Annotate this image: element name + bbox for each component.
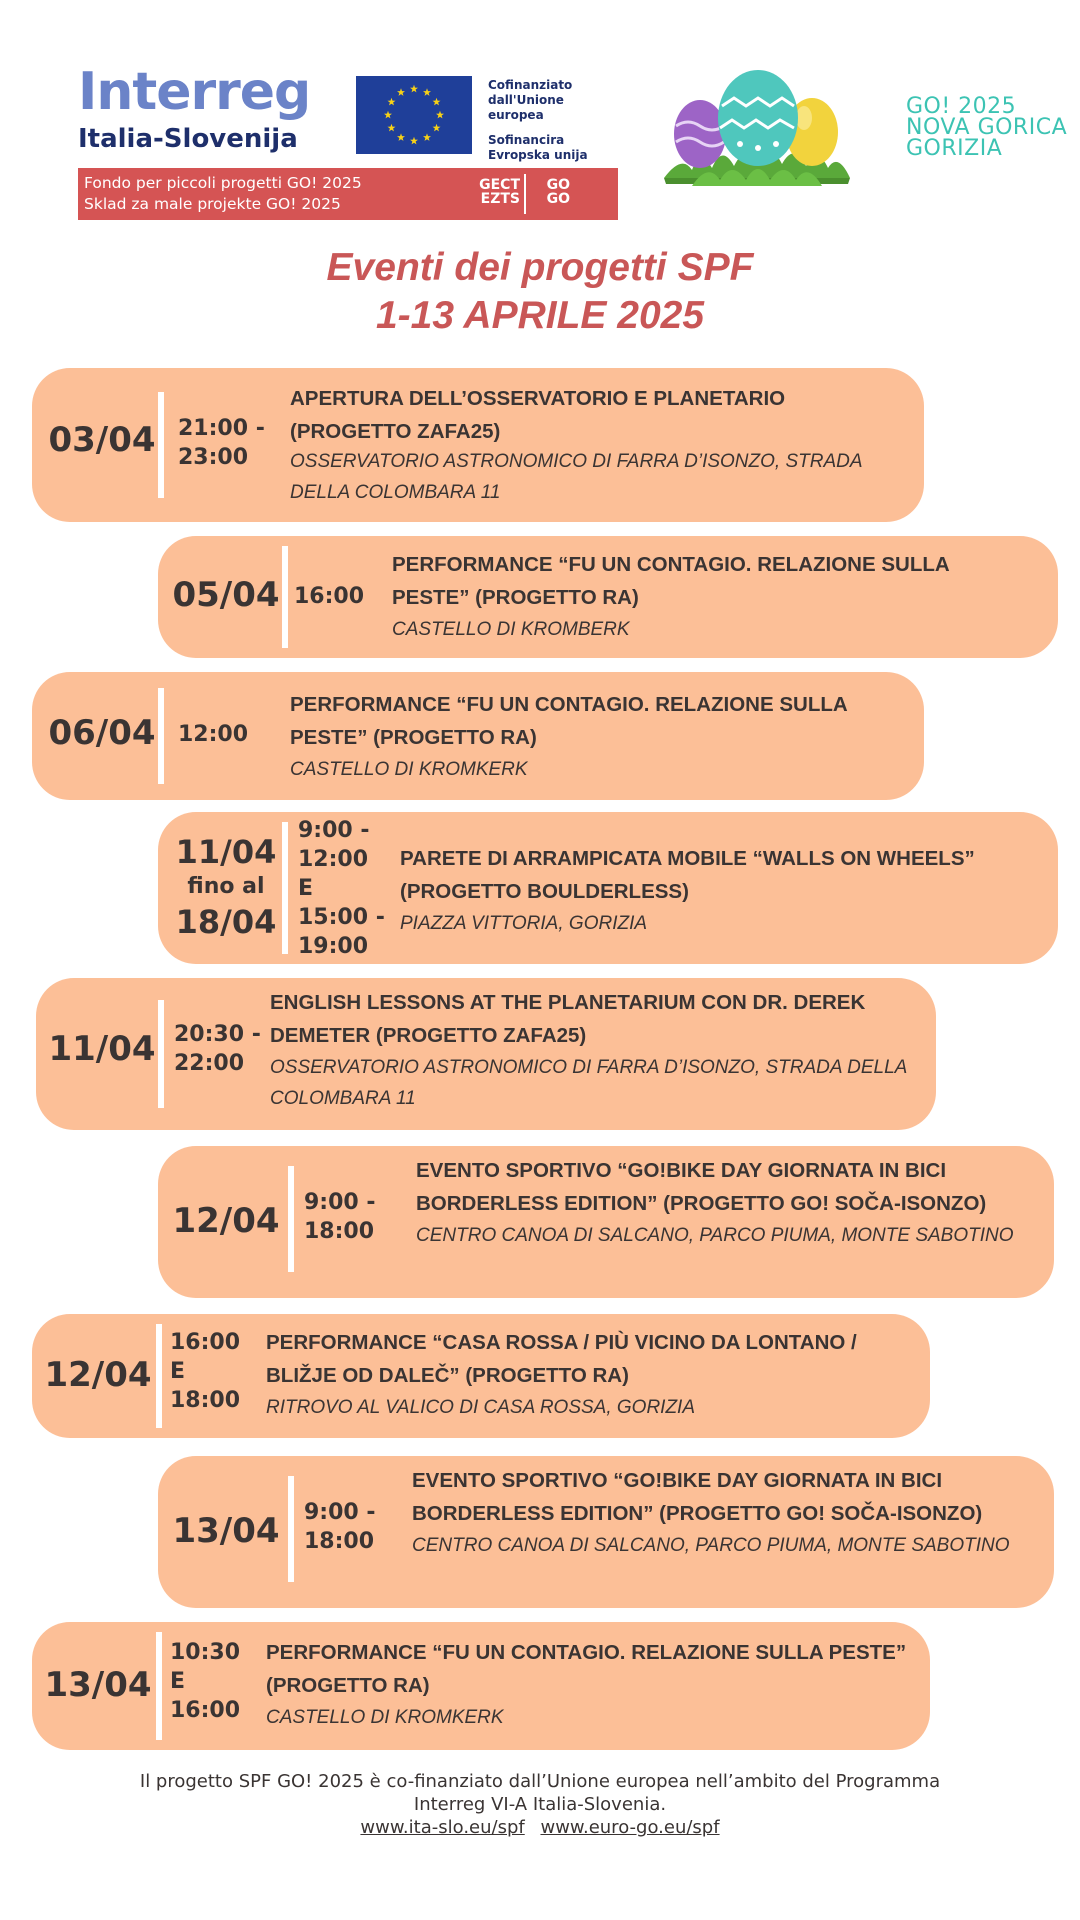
event-date-until: fino al — [187, 874, 265, 899]
eu-star — [397, 133, 405, 141]
event-location: CASTELLO DI KROMKERK — [266, 1707, 504, 1728]
event-time: 16:00 E 18:00 — [170, 1330, 241, 1413]
interreg-logo — [78, 62, 618, 220]
event-time: 16:00 — [294, 584, 365, 609]
eu-flag-icon — [356, 76, 472, 154]
event-location: RITROVO AL VALICO DI CASA ROSSA, GORIZIA — [266, 1397, 696, 1418]
event-title: PERFORMANCE “FU UN CONTAGIO. RELAZIONE SULLA PESTE” (PROGETTO RA) — [266, 1641, 907, 1697]
event-date: 13/04 — [172, 1511, 280, 1551]
event-card — [36, 978, 936, 1130]
event-time: 12:00 — [178, 722, 249, 747]
eu-star — [410, 85, 418, 93]
event-location: PIAZZA VITTORIA, GORIZIA — [400, 913, 648, 934]
eu-star — [433, 124, 441, 132]
event-date-start: 11/04 — [175, 833, 277, 871]
event-date-end: 18/04 — [175, 903, 277, 941]
event-card — [158, 1146, 1054, 1298]
eu-star — [384, 111, 392, 119]
eu-star — [433, 98, 441, 106]
go2025-logo: GO! 2025 NOVA GORICA GORIZIA — [906, 94, 1068, 161]
event-date: 11/04 — [48, 1029, 156, 1069]
page-title: Eventi dei progetti SPF — [326, 246, 754, 289]
event-divider — [156, 1324, 162, 1428]
footer-links — [0, 1816, 1080, 1839]
footer — [0, 1770, 1080, 1839]
event-divider — [158, 688, 164, 784]
event-time: 21:00 - 23:00 — [178, 416, 265, 470]
page-subtitle-dates: 1-13 APRILE 2025 — [375, 294, 705, 337]
easter-eggs-illustration — [662, 70, 852, 186]
event-title: ENGLISH LESSONS AT THE PLANETARIUM CON DR. DEREK DEMETER (PROGETTO ZAFA25) — [270, 991, 866, 1047]
event-title: PERFORMANCE “FU UN CONTAGIO. RELAZIONE SULLA PESTE” (PROGETTO RA) — [290, 693, 847, 749]
event-time: 9:00 - 12:00 E 15:00 - 19:00 — [298, 818, 385, 959]
event-card — [158, 812, 1058, 964]
event-location: OSSERVATORIO ASTRONOMICO DI FARRA D’ISONZO, STRADA DELLA COLOMBARA 11 — [290, 451, 862, 503]
eu-star — [436, 111, 444, 119]
eu-star — [387, 98, 395, 106]
event-divider — [158, 1000, 164, 1108]
event-card — [158, 536, 1058, 658]
event-divider — [282, 546, 288, 648]
event-date: 13/04 — [44, 1665, 152, 1705]
event-date: 03/04 — [48, 420, 156, 460]
eu-star — [410, 137, 418, 145]
link-euro-go[interactable]: www.euro-go.eu/spf — [540, 1817, 720, 1838]
footer-funding-line1: Il progetto SPF GO! 2025 è co-finanziato dall’Unione europea nell’ambito del Programma — [139, 1771, 941, 1792]
event-title: EVENTO SPORTIVO “GO!BIKE DAY GIORNATA IN BICI BORDERLESS EDITION” (PROGETTO GO! SOČA-ISONZO) — [412, 1469, 983, 1525]
eu-star — [397, 88, 405, 96]
event-date: 12/04 — [172, 1201, 280, 1241]
event-date-range — [166, 833, 286, 941]
event-card — [32, 368, 924, 522]
eu-star — [387, 124, 395, 132]
event-title: EVENTO SPORTIVO “GO!BIKE DAY GIORNATA IN BICI BORDERLESS EDITION” (PROGETTO GO! SOČA-ISONZO) — [416, 1159, 987, 1215]
event-location: CASTELLO DI KROMBERK — [392, 619, 630, 640]
event-divider — [282, 822, 288, 954]
event-time: 9:00 - 18:00 — [304, 1500, 376, 1554]
event-location: CENTRO CANOA DI SALCANO, PARCO PIUMA, MONTE SABOTINO — [412, 1535, 1010, 1556]
event-title: PERFORMANCE “FU UN CONTAGIO. RELAZIONE SULLA PESTE” (PROGETTO RA) — [392, 553, 949, 609]
event-time: 9:00 - 18:00 — [304, 1190, 376, 1244]
event-card — [32, 1314, 930, 1438]
gect-divider — [524, 174, 526, 214]
event-date: 06/04 — [48, 713, 156, 753]
eu-star — [423, 133, 431, 141]
go-go-label: GO GO — [546, 177, 570, 207]
event-location: OSSERVATORIO ASTRONOMICO DI FARRA D’ISONZO, STRADA DELLA COLOMBARA 11 — [270, 1057, 907, 1109]
small-projects-fund-bar — [78, 168, 618, 220]
event-location: CASTELLO DI KROMKERK — [290, 759, 528, 780]
footer-funding-line2: Interreg VI-A Italia-Slovenia. — [413, 1794, 667, 1815]
event-time: 20:30 - 22:00 — [174, 1022, 261, 1076]
interreg-wordmark: Interreg — [78, 62, 311, 122]
event-card — [32, 1622, 930, 1750]
event-title: PERFORMANCE “CASA ROSSA / PIÙ VICINO DA LONTANO / BLIŽJE OD DALEČ” (PROGETTO RA) — [266, 1331, 857, 1387]
fund-line-slovenian: Sklad za male projekte GO! 2025 — [84, 195, 341, 213]
gect-label: GECT EZTS — [479, 177, 520, 207]
eu-cofunding-text: Cofinanziato dall'Unione europea Sofinancira Evropska unija — [488, 78, 588, 162]
event-title: PARETE DI ARRAMPICATA MOBILE “WALLS ON WHEELS” (PROGETTO BOULDERLESS) — [400, 847, 975, 903]
event-location: CENTRO CANOA DI SALCANO, PARCO PIUMA, MONTE SABOTINO — [416, 1225, 1014, 1246]
event-card — [158, 1456, 1054, 1608]
event-date: 05/04 — [172, 575, 280, 615]
fund-line-italian: Fondo per piccoli progetti GO! 2025 — [84, 174, 362, 192]
event-divider — [158, 392, 164, 498]
interreg-subtitle: Italia-Slovenija — [78, 124, 298, 154]
event-divider — [156, 1632, 162, 1740]
event-divider — [288, 1476, 294, 1582]
event-date: 12/04 — [44, 1355, 152, 1395]
event-time: 10:30 E 16:00 — [170, 1640, 241, 1723]
event-divider — [288, 1166, 294, 1272]
link-ita-slo[interactable]: www.ita-slo.eu/spf — [360, 1817, 525, 1838]
eu-star — [423, 88, 431, 96]
event-card — [32, 672, 924, 800]
event-title: APERTURA DELL’OSSERVATORIO E PLANETARIO (PROGETTO ZAFA25) — [290, 387, 786, 443]
